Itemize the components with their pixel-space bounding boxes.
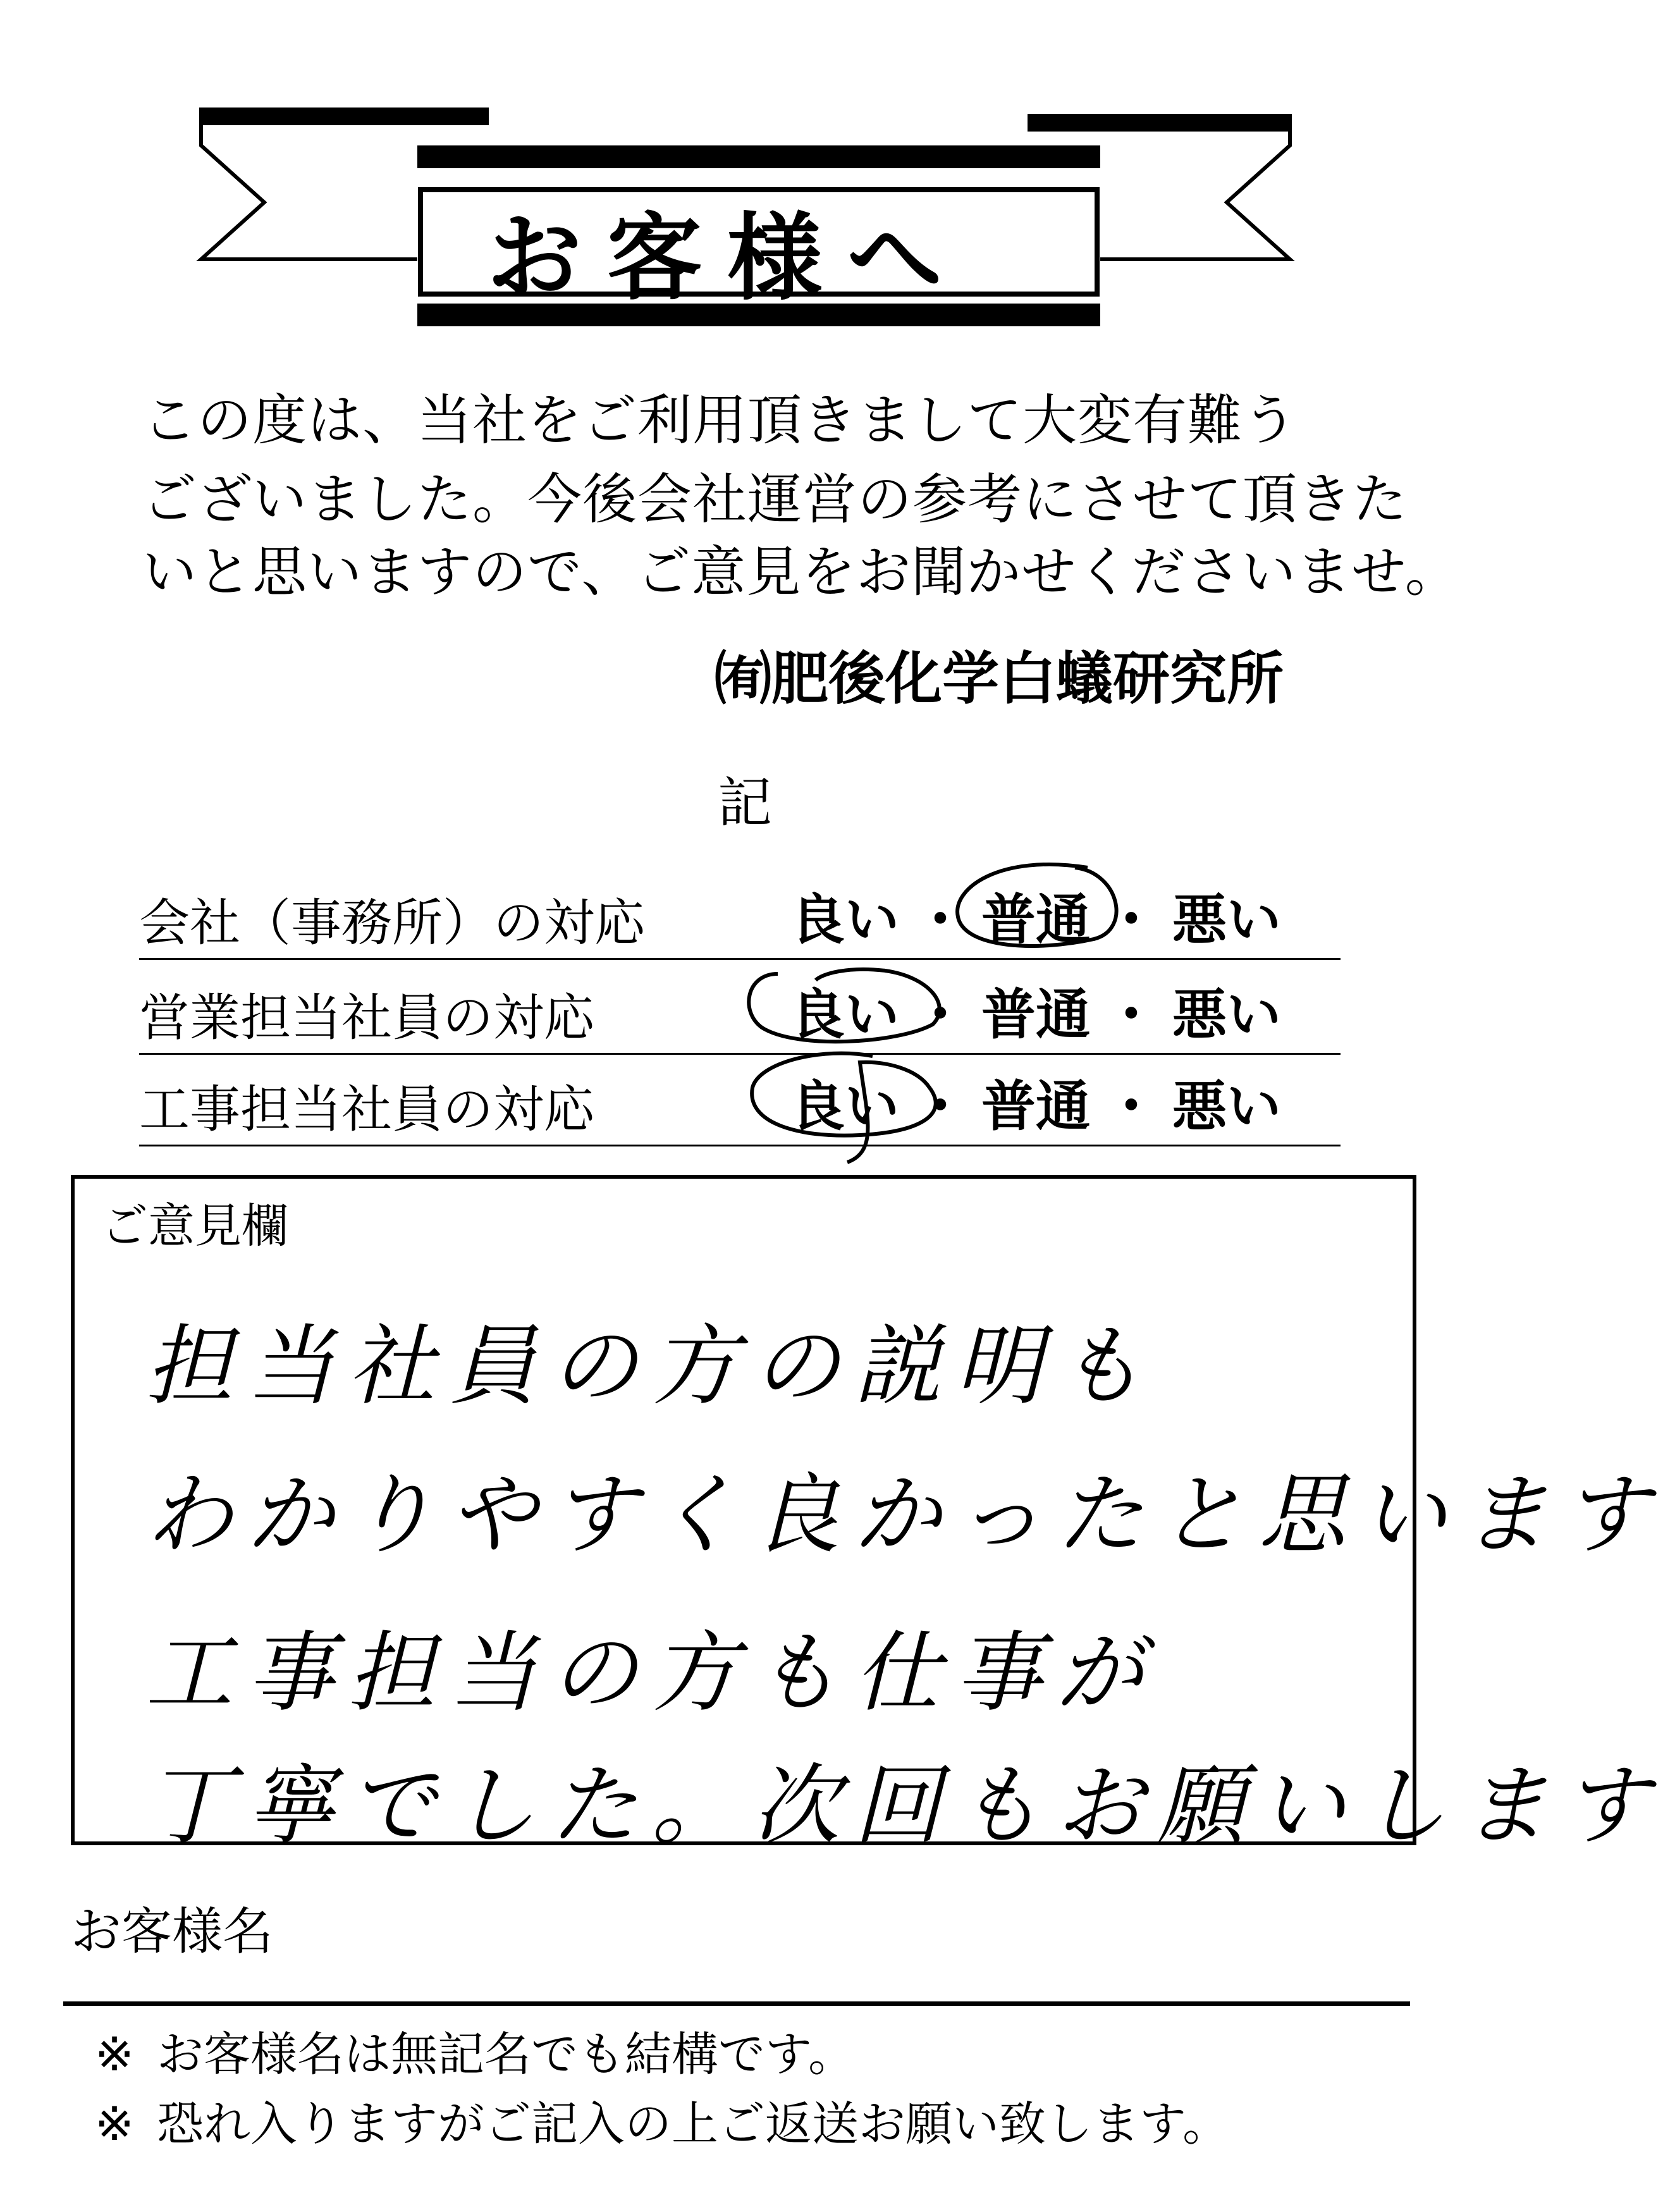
rating-options [790,1062,1281,1141]
handwritten-line-3: 工事担当の方も仕事が [145,1622,1158,1724]
handwritten-line-2: わかりやすく良かったと思います [145,1464,1663,1566]
note-text: 恐れ入りますがご記入の上ご返送お願い致します。 [157,2097,1230,2151]
note-anonymous [95,2017,855,2084]
rating-options [790,876,1281,954]
handwritten-line-4: 丁寧でした。次回もお願いします [145,1755,1663,1857]
option-normal[interactable]: 普通 [981,983,1090,1047]
option-separator: ・ [913,1075,967,1138]
ki-heading: 記 [718,771,772,835]
option-bad[interactable]: 悪い [1172,983,1281,1047]
option-normal[interactable]: 普通 [981,888,1090,952]
option-separator: ・ [1104,1075,1158,1138]
rating-question: 営業担当社員の対応 [139,988,594,1047]
option-separator: ・ [913,888,967,952]
intro-line-2: ございました。今後会社運営の参考にさせて頂きた [142,468,1408,531]
rating-divider [139,958,1341,960]
opinion-label: ご意見欄 [101,1199,288,1253]
rating-row-construction [139,1056,1341,1145]
rating-row-company [139,869,1341,958]
intro-line-1: この度は、当社をご利用頂きまして大変有難う [142,389,1298,452]
rating-divider [139,1145,1341,1146]
option-normal[interactable]: 普通 [981,1075,1090,1138]
rating-question: 工事担当社員の対応 [139,1080,594,1139]
rating-divider [139,1053,1341,1055]
option-separator: ・ [1104,888,1158,952]
note-text: お客様名は無記名でも結構です。 [157,2027,856,2082]
option-bad[interactable]: 悪い [1172,1075,1281,1138]
rating-row-sales [139,964,1341,1053]
note-mark: ※ [95,2097,135,2151]
handwritten-line-1: 担当社員の方の説明も [145,1315,1158,1417]
rating-question: 会社（事務所）の対応 [139,894,645,952]
intro-line-3: いと思いますので、ご意見をお聞かせくださいませ。 [142,541,1460,604]
option-separator: ・ [1104,983,1158,1047]
note-return [95,2087,1229,2154]
option-bad[interactable]: 悪い [1172,888,1281,952]
option-good[interactable]: 良い [790,983,899,1047]
company-name: ㈲肥後化学白蟻研究所 [715,646,1284,712]
option-good[interactable]: 良い [790,888,899,952]
note-mark: ※ [95,2027,135,2082]
rating-options [790,971,1281,1049]
option-good[interactable]: 良い [790,1075,899,1138]
customer-name-label: お客様名 [71,1902,273,1961]
page-title: お客様へ [486,202,967,314]
customer-name-field-line[interactable] [63,2001,1410,2006]
option-separator: ・ [913,983,967,1047]
